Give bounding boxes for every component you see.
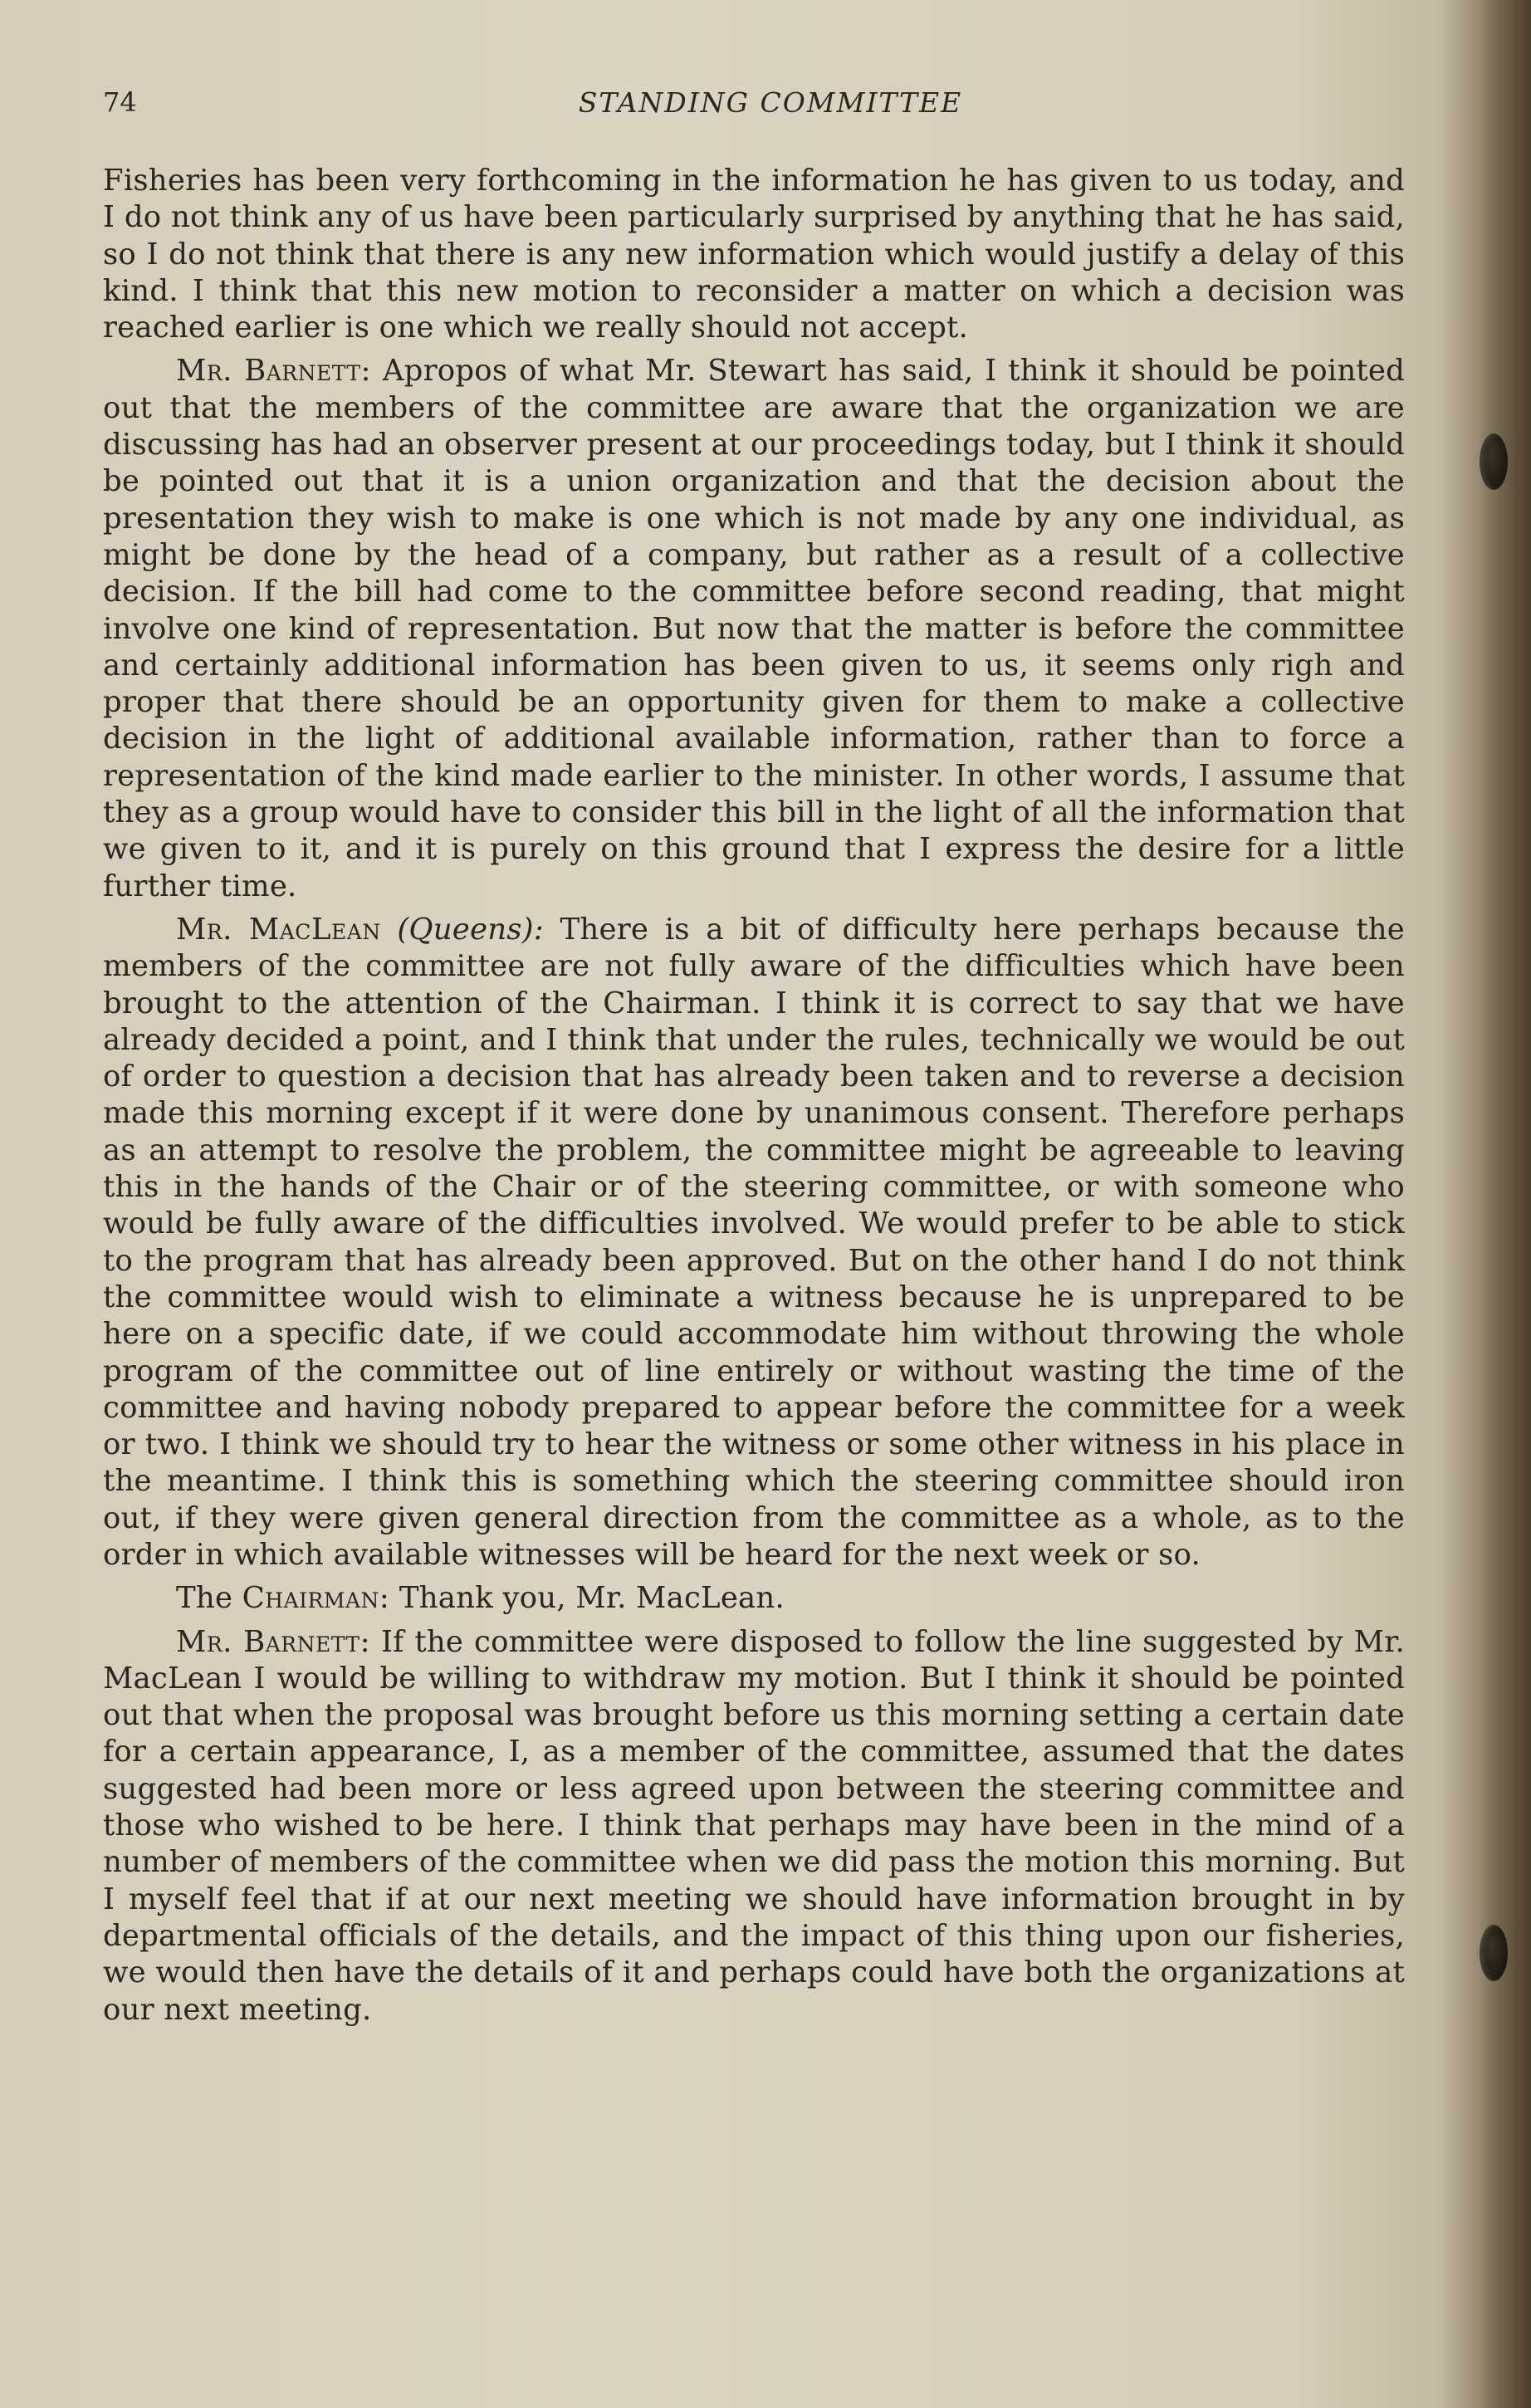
page-number: 74 bbox=[103, 86, 137, 118]
transcript-body bbox=[103, 163, 1405, 2029]
speaker-prefix: The bbox=[176, 1581, 242, 1616]
paragraph-text: Fisheries has been very forthcoming in the information he has given to us today, and I do not think any of us have been particularly surprised by anything that he has said, so I do not think that there is any new information which would justify a delay of this kind. I think that this new motion to reconsider a matter on which a decision was reached earlier is one which we really should not accept. bbox=[103, 164, 1405, 345]
paragraph-chairman bbox=[103, 1580, 1405, 1617]
speaker-riding: (Queens): bbox=[397, 912, 544, 947]
paragraph-text: Thank you, Mr. MacLean. bbox=[389, 1581, 785, 1616]
speaker-name: Mr. Barnett: bbox=[176, 1624, 371, 1659]
running-head: STANDING COMMITTEE bbox=[578, 86, 963, 119]
paragraph-text: Apropos of what Mr. Stewart has said, I think it should be pointed out that the members of the committee are aware that the organization we are discussing has had an observer present at our proceedings today, but I think it should be pointed out that it is a union organization and that the decision about the presentation they wish to make is one which is not made by any one individual, as might be done by the head of a company, but rather as a result of a collective decision. If the bill had come to the committee before second reading, that might involve one kind of representation. But now that the matter is before the committee and certainly additional information has been given to us, it seems only righ and proper that there should be an opportunity given for them to make a collective decision in the light of additional available information, rather than to force a representation of the kind made earlier to the minister. In other words, I assume that they as a group would have to consider this bill in the light of all the information that we given to it, and it is purely on this ground that I express the desire for a little further time. bbox=[103, 354, 1405, 903]
book-spine-shadow bbox=[1481, 0, 1531, 2408]
speaker-name: Mr. MacLean bbox=[176, 912, 381, 947]
binding-rivet bbox=[1480, 1925, 1508, 1981]
paragraph-continuation bbox=[103, 163, 1405, 346]
page-header bbox=[103, 86, 1405, 133]
speaker-name: Mr. Barnett: bbox=[176, 354, 371, 389]
paragraph-text: There is a bit of difficulty here perhaps because the members of the committee are not fully aware of the difficulties which have been brought to the attention of the Chairman. I think it is correct to say that we have already decided a point, and I think that under the rules, technically we would be out of order to question a decision that has already been taken and to reverse a decision made this morning except if it were done by unanimous consent. Therefore perhaps as an attempt to resolve the problem, the committee might be agreeable to leaving this in the hands of the Chair or of the steering committee, or with someone who would be fully aware of the difficulties involved. We would prefer to be able to stick to the program that has already been approved. But on the other hand I do not think the committee would wish to eliminate a witness because he is unprepared to be here on a specific date, if we could accommodate him without throwing the whole program of the committee out of line entirely or without wasting the time of the committee and having nobody prepared to appear before the committee for a week or two. I think we should try to hear the witness or some other witness in his place in the meantime. I think this is something which the steering committee should iron out, if they were given general direction from the committee as a whole, as to the order in which available witnesses will be heard for the next week or so. bbox=[103, 912, 1405, 1572]
paragraph-text: If the committee were disposed to follow the line suggested by Mr. MacLean I would be willing to withdraw my motion. But I think it should be pointed out that when the proposal was brought before us this morning setting a certain date for a certain appearance, I, as a member of the committee, assumed that the dates suggested had been more or less agreed upon between the steering committee and those who wished to be here. I think that perhaps may have been in the mind of a number of members of the committee when we did pass the motion this morning. But I myself feel that if at our next meeting we should have information brought in by departmental officials of the details, and the impact of this thing upon our fisheries, we would then have the details of it and perhaps could have both the organizations at our next meeting. bbox=[103, 1624, 1405, 2027]
binding-rivet bbox=[1480, 433, 1508, 490]
speaker-name: Chairman: bbox=[242, 1581, 390, 1616]
paragraph-maclean bbox=[103, 912, 1405, 1574]
paragraph-barnett-2 bbox=[103, 1624, 1405, 2029]
paragraph-barnett-1 bbox=[103, 353, 1405, 904]
